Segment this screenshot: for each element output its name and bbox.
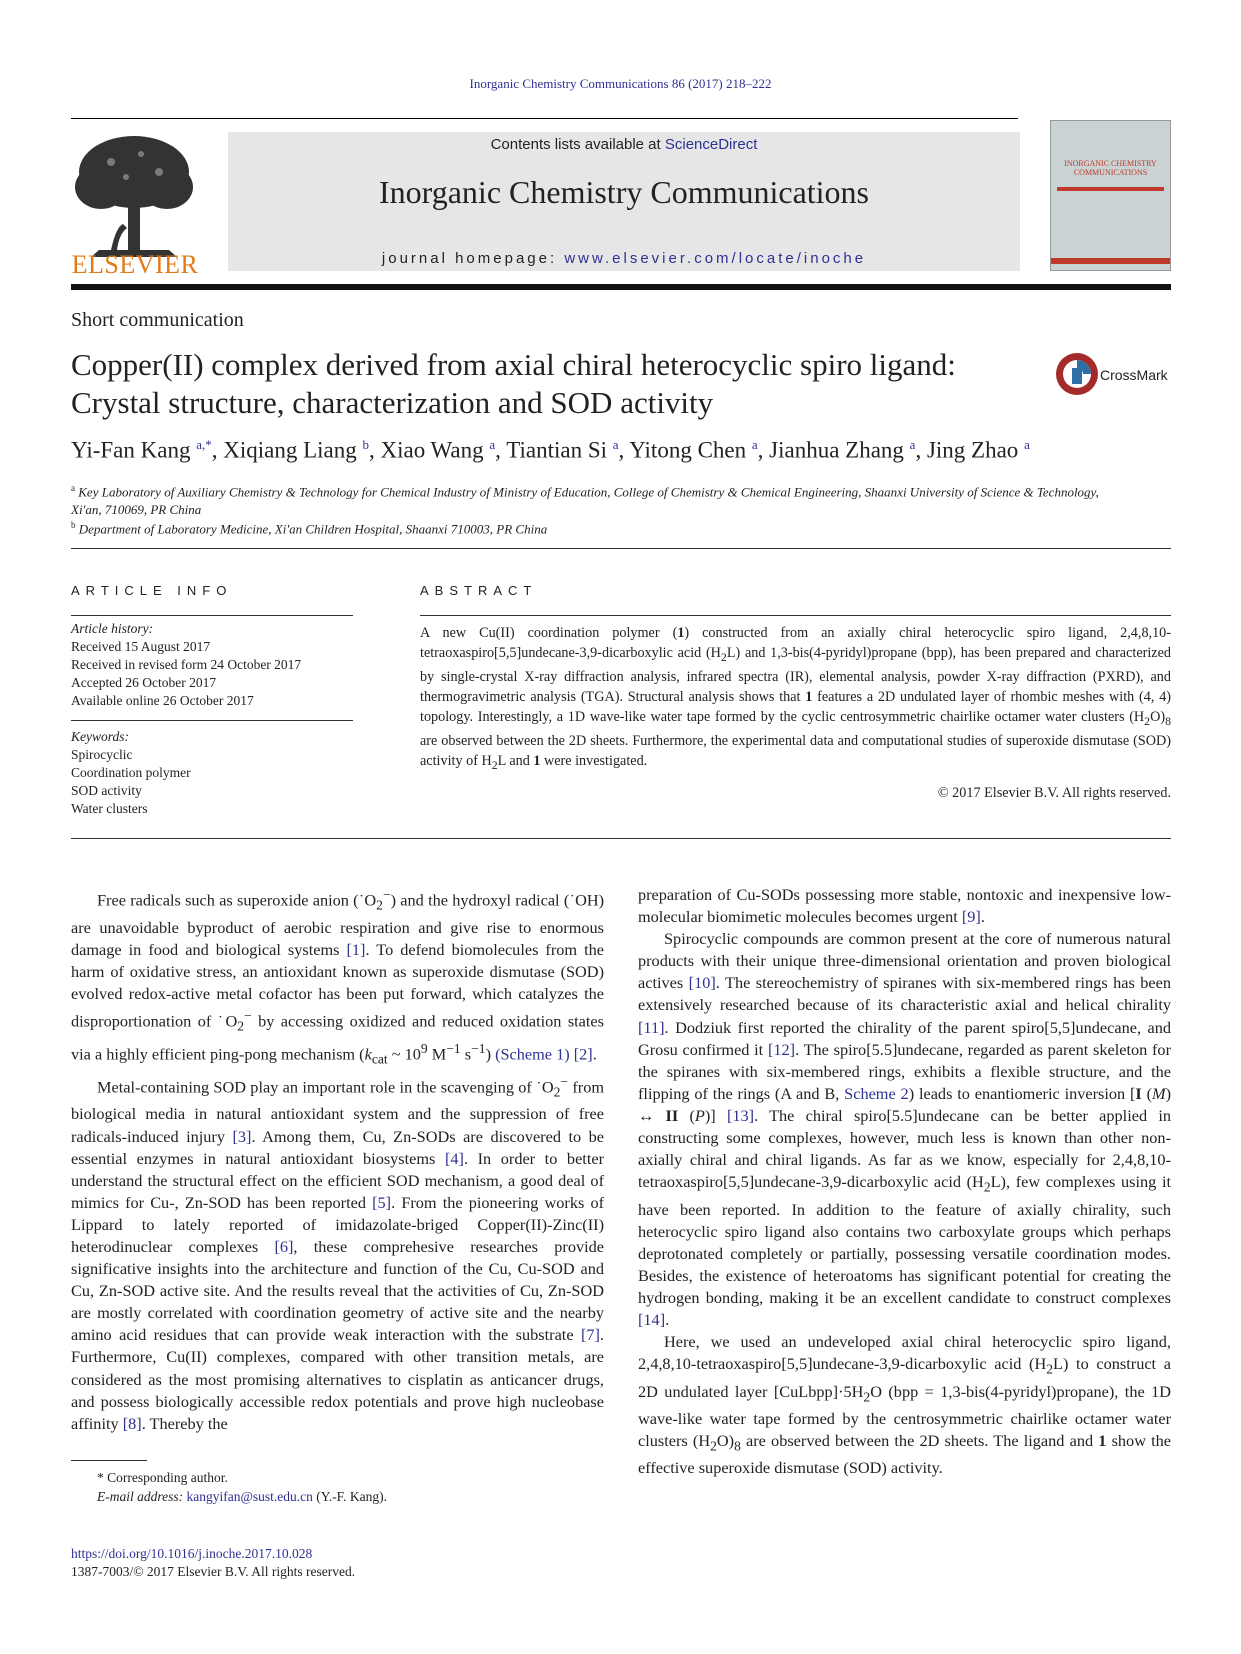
author[interactable]: Xiao Wang <box>380 437 484 463</box>
author-affiliation-mark[interactable]: a <box>909 437 916 452</box>
abstract-rule <box>420 615 1171 616</box>
journal-reference[interactable]: Inorganic Chemistry Communications 86 (2017) 218–222 <box>469 76 772 91</box>
history-online: Available online 26 October 2017 <box>71 693 254 708</box>
author-affiliation-mark[interactable]: a <box>612 437 619 452</box>
email-link[interactable]: kangyifan@sust.edu.cn <box>186 1489 313 1504</box>
homepage-link[interactable]: www.elsevier.com/locate/inoche <box>564 250 867 267</box>
keyword: SOD activity <box>71 783 142 798</box>
author-affiliation-mark[interactable]: a <box>489 437 496 452</box>
author[interactable]: Yitong Chen <box>629 437 747 463</box>
author[interactable]: Yi-Fan Kang <box>71 437 191 463</box>
crossmark-label[interactable]: CrossMark <box>1100 367 1168 383</box>
email-note <box>71 1487 387 1506</box>
keyword: Spirocyclic <box>71 747 133 762</box>
corresponding-text: Corresponding author. <box>107 1470 228 1485</box>
body-paragraph: Metal-containing SOD play an important role in the scavenging of $˙O_2^-$ from biological media in natural antioxidant system and the suppression of free radicals-induced injury [3]. Among them, Cu, Zn-SODs are discovered to be essential enzymes in natural antioxidant biosystems [4]. In order to better understand the structural effect on the efficient SOD mechanism, a good deal of mimics for Cu-, Zn-SOD has been reported [5]. From the pioneering works of Lippard to lately reported of imidazolate-briged Copper(II)-Zinc(II) heterodinuclear complexes [6], these comprehesive researches provide significative insights into the architecture and function of the Cu, Cu-SOD and Cu, Zn-SOD active site. And the results reveal that the activities of Cu, Zn-SOD are mostly correlated with coordination geometry of active site and the nearby amino acid residues that can provide weak interaction with the substrate [7]. Furthermore, Cu(II) complexes, compared with other transition metals, are considered as the most promising alternatives to cisplatin as anticancer drugs, and possess biologically accessible redox potentials and prove high nucleobase affinity [8]. Thereby the <box>71 1073 605 1433</box>
info-rule <box>71 615 353 616</box>
title-line-2: Crystal structure, characterization and SOD activity <box>71 385 714 420</box>
journal-homepage <box>228 250 1020 267</box>
body-rule <box>71 838 1171 839</box>
sciencedirect-link[interactable]: ScienceDirect <box>664 136 758 153</box>
journal-cover-image <box>1050 120 1171 271</box>
article-info-heading: ARTICLE INFO <box>71 583 233 598</box>
history-label: Article history: <box>71 621 154 636</box>
email-label: E-mail address: <box>97 1489 184 1504</box>
abstract-copyright: © 2017 Elsevier B.V. All rights reserved. <box>937 785 1171 801</box>
affiliation-a <box>71 479 1171 519</box>
body-paragraph: Free radicals such as superoxide anion $(˙O_2^-)$ and the hydroxyl radical (˙OH) are unavoidable byproduct of aerobic respiration and give rise to enormous damage in food and biological systems [1]. To defend biomolecules from the harm of oxidative stress, an antioxidant known as superoxide dismutase (SOD) evolved redox-active metal cofactor has been put forward, which catalyzes the disproportionation of $˙O_2^-$ by accessing oxidized and reduced oxidation states via a highly efficient ping-pong mechanism ($k_{cat}$ ~ $10^9$ $M^{-1}$ $s^{-1}$) (Scheme 1) [2]. <box>71 887 605 1067</box>
author[interactable]: Jing Zhao <box>926 437 1019 463</box>
body-paragraph: Here, we used an undeveloped axial chiral heterocyclic spiro ligand, 2,4,8,10-tetraoxaspiro[5,5]undecane-3,9-dicarboxylic acid $(H_2L)$ to construct a 2D undulated layer $[CuLbpp]\cdot 5H_2O$ (bpp = 1,3-bis(4-pyridyl)propane), the 1D wave-like water tape formed by the centrosymmetric chairlike octamer water clusters $(H_2O)_8$ are observed between the 2D sheets. The ligand and 1 show the effective superoxide dismutase (SOD) activity. <box>638 1332 1171 1478</box>
doi-link[interactable]: https://doi.org/10.1016/j.inoche.2017.10.028 <box>71 1546 313 1561</box>
cover-title: INORGANIC CHEMISTRY COMMUNICATIONS <box>1064 159 1157 177</box>
affiliation-b <box>71 516 547 538</box>
author[interactable]: Jianhua Zhang <box>769 437 904 463</box>
article-history <box>71 620 301 710</box>
abstract-heading: ABSTRACT <box>420 583 538 598</box>
author-affiliation-mark[interactable]: b <box>362 437 369 452</box>
history-accepted: Accepted 26 October 2017 <box>71 675 217 690</box>
article-title <box>71 346 1001 422</box>
body-paragraph: Spirocyclic compounds are common present at the core of numerous natural products with their unique three-dimensional orientation and proven biological actives [10]. The stereochemistry of spiranes with six-membered rings has been extensively researched because of its characteristic axial and helical chirality [11]. Dodziuk first reported the chirality of the parent spiro[5,5]undecane, and Grosu confirmed it [12]. The spiro[5.5]undecane, regarded as parent skeleton for the spiranes with six-membered rings, exhibits a flexible structure, and the flipping of the rings (A and B, Scheme 2) leads to enantiomeric inversion [I (M) ↔ II (P)] [13]. The chiral spiro[5.5]undecane can be better applied in constructing some complexes, however, much less is known than other non-axially chiral and chiral ligands. As far as we know, especially for 2,4,8,10-tetraoxaspiro[5,5]undecane-3,9-dicarboxylic acid $(H_2L)$, few complexes using it have been reported. In addition to the feature of axially chirality, such heterocyclic spiro ligand also contains two carboxylate groups which perhaps deprotonated completely or partially, possessing versatile coordination modes. Besides, the existence of heteroatoms has significant potential for creating the hydrogen bonding, making it be an excellent candidate to construct complexes [14]. <box>638 929 1172 1330</box>
affiliation-text: Department of Laboratory Medicine, Xi'an Children Hospital, Shaanxi 710003, PR China <box>78 521 548 537</box>
header-rule <box>71 118 1018 119</box>
keywords-label: Keywords: <box>71 729 129 744</box>
affiliation-mark: b <box>71 520 76 530</box>
author[interactable]: Tiantian Si <box>506 437 608 463</box>
title-line-1: Copper(II) complex derived from axial chiral heterocyclic spiro ligand: <box>71 347 956 382</box>
cover-stripe <box>1057 187 1164 191</box>
issn-copyright: 1387-7003/© 2017 Elsevier B.V. All rights reserved. <box>71 1564 356 1579</box>
section-rule <box>71 548 1171 549</box>
cover-stripe-bottom <box>1051 258 1170 264</box>
contents-line <box>228 136 1020 153</box>
article-type: Short communication <box>71 309 244 331</box>
author[interactable]: Xiqiang Liang <box>223 437 357 463</box>
footnote <box>71 1468 387 1506</box>
affiliation-text-cont: Xi'an, 710069, PR China <box>71 502 202 518</box>
author-affiliation-mark[interactable]: a <box>751 437 758 452</box>
contents-prefix: Contents lists available at <box>490 136 661 153</box>
keywords-rule <box>71 720 353 721</box>
crossmark-icon[interactable] <box>1055 352 1099 396</box>
abstract-text: A new Cu(II) coordination polymer (1) constructed from an axially chiral heterocyclic spiro ligand, 2,4,8,10-tetraoxaspiro[5,5]undecane-3,9-dicarboxylic acid $(H_2L)$ and 1,3-bis(4-pyridyl)propane (bpp), has been prepared and characterized by single-crystal X-ray diffraction analysis, infrared spectra (IR), elemental analysis, powder X-ray diffraction (PXRD), and thermogravimetric analysis (TGA). Structural analysis shows that 1 features a 2D undulated layer of rhombic meshes with (4, 4) topology. Interestingly, a 1D wave-like water tape formed by the cyclic centrosymmetric chairlike octamer water clusters $(H_2O)_8$ are observed between the 2D sheets. Furthermore, the experimental data and computational studies of superoxide dismutase (SOD) activity of $H_2L$ and 1 were investigated. <box>420 625 1172 772</box>
author-list: Yi-Fan Kang $^{a,*}$, Xiqiang Liang $^b$, Xiao Wang $^a$, Tiantian Si $^a$, Yitong Chen $^a$, Jianhua Zhang $^a$, Jing Zhao $^a$ <box>71 437 1030 463</box>
history-received: Received 15 August 2017 <box>71 639 211 654</box>
footnote-rule <box>71 1460 147 1461</box>
email-suffix: (Y.-F. Kang). <box>316 1489 387 1504</box>
history-revised: Received in revised form 24 October 2017 <box>71 657 302 672</box>
journal-banner <box>228 132 1020 271</box>
body-column-left <box>71 884 604 1435</box>
keywords <box>71 728 191 818</box>
keyword: Water clusters <box>71 801 148 816</box>
author-affiliation-mark[interactable]: a <box>1024 437 1030 452</box>
body-column-right <box>638 884 1171 1479</box>
homepage-prefix: journal homepage: <box>381 250 558 267</box>
header-thick-rule <box>71 284 1171 290</box>
journal-title: Inorganic Chemistry Communications <box>378 174 869 210</box>
elsevier-wordmark: ELSEVIER <box>71 250 199 279</box>
corresponding-author-note: * Corresponding author. <box>97 1470 228 1485</box>
keyword: Coordination polymer <box>71 765 191 780</box>
affiliation-mark: a <box>71 483 75 493</box>
author-affiliation-mark[interactable]: a,* <box>196 437 212 452</box>
body-paragraph: preparation of Cu-SODs possessing more stable, nontoxic and inexpensive low-molecular biomimetic molecules becomes urgent [9]. <box>638 885 1171 927</box>
affiliation-text: Key Laboratory of Auxiliary Chemistry & Technology for Chemical Industry of Ministry of Education, College of Chemistry & Chemical Engineering, Shaanxi University of Science & Technology, <box>78 484 1099 500</box>
footer <box>71 1545 355 1581</box>
